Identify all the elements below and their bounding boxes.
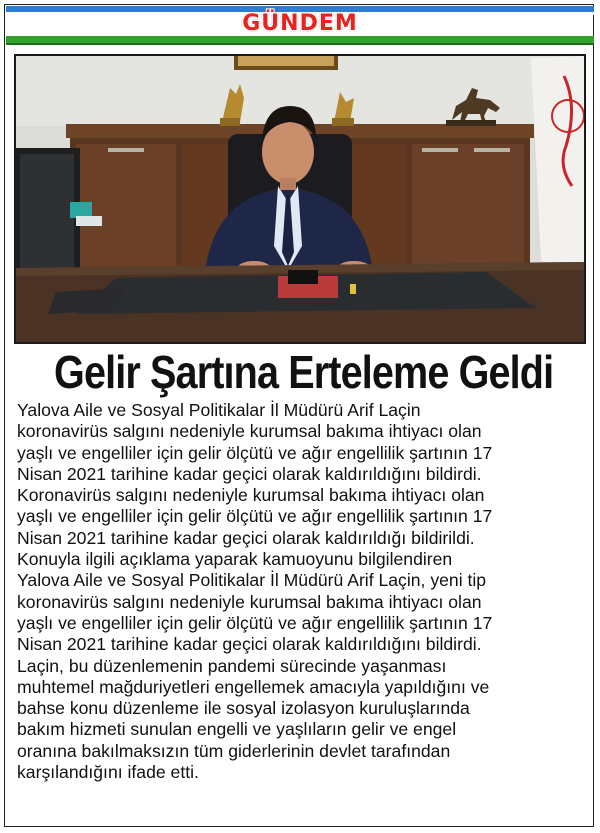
body-line: Yalova Aile ve Sosyal Politikalar İl Müdürü Arif Laçin [17,400,421,420]
body-line: karşılandığını ifade etti. [17,762,199,783]
body-line: Nisan 2021 tarihine kadar geçici olarak kaldırıldığını bildirdi. [17,463,482,484]
article-body [17,400,585,783]
body-line: bakım hizmeti sunulan engelli ve yaşlıların gelir ve engel [17,719,457,740]
header-band-green [6,36,594,43]
body-line: Nisan 2021 tarihine kadar geçici olarak kaldırıldığını bildirdi. [17,634,482,655]
body-line: Laçin, bu düzenlemenin pandemi sürecinde yaşanması [17,655,447,676]
office-photo-illustration [16,56,584,342]
body-line: yaşlı ve engelliler için gelir ölçütü ve ağır engellilik şartının 17 [17,612,493,633]
body-line: bahse konu düzenleme ile sosyal izolasyon kuruluşlarında [17,698,470,719]
body-line: yaşlı ve engelliler için gelir ölçütü ve ağır engellilik şartının 17 [17,442,493,463]
body-line: Nisan 2021 tarihine kadar geçici olarak kaldırıldığı bildirildi. [17,527,475,548]
body-line: koronavirüs salgını nedeniyle kurumsal bakıma ihtiyacı olan [17,421,482,442]
body-line: koronavirüs salgını nedeniyle kurumsal bakıma ihtiyacı olan [17,591,482,612]
body-line: oranına bakılmaksızın tüm giderlerinin devlet tarafından [17,740,451,761]
header-band-line [6,43,594,45]
body-line: yaşlı ve engelliler için gelir ölçütü ve ağır engellilik şartının 17 [17,506,493,527]
body-line: muhtemel mağduriyetleri engellemek amacıyla yapıldığını ve [17,676,490,697]
body-line: Yalova Aile ve Sosyal Politikalar İl Müdürü Arif Laçin, yeni tip [17,570,487,591]
article-headline: Gelir Şartına Erteleme Geldi [54,346,554,398]
section-label: GÜNDEM [242,11,358,36]
article-photo [14,54,586,344]
body-line: Koronavirüs salgını nedeniyle kurumsal bakıma ihtiyacı olan [17,485,485,506]
body-line: Konuyla ilgili açıklama yaparak kamuoyunu bilgilendiren [17,549,453,570]
